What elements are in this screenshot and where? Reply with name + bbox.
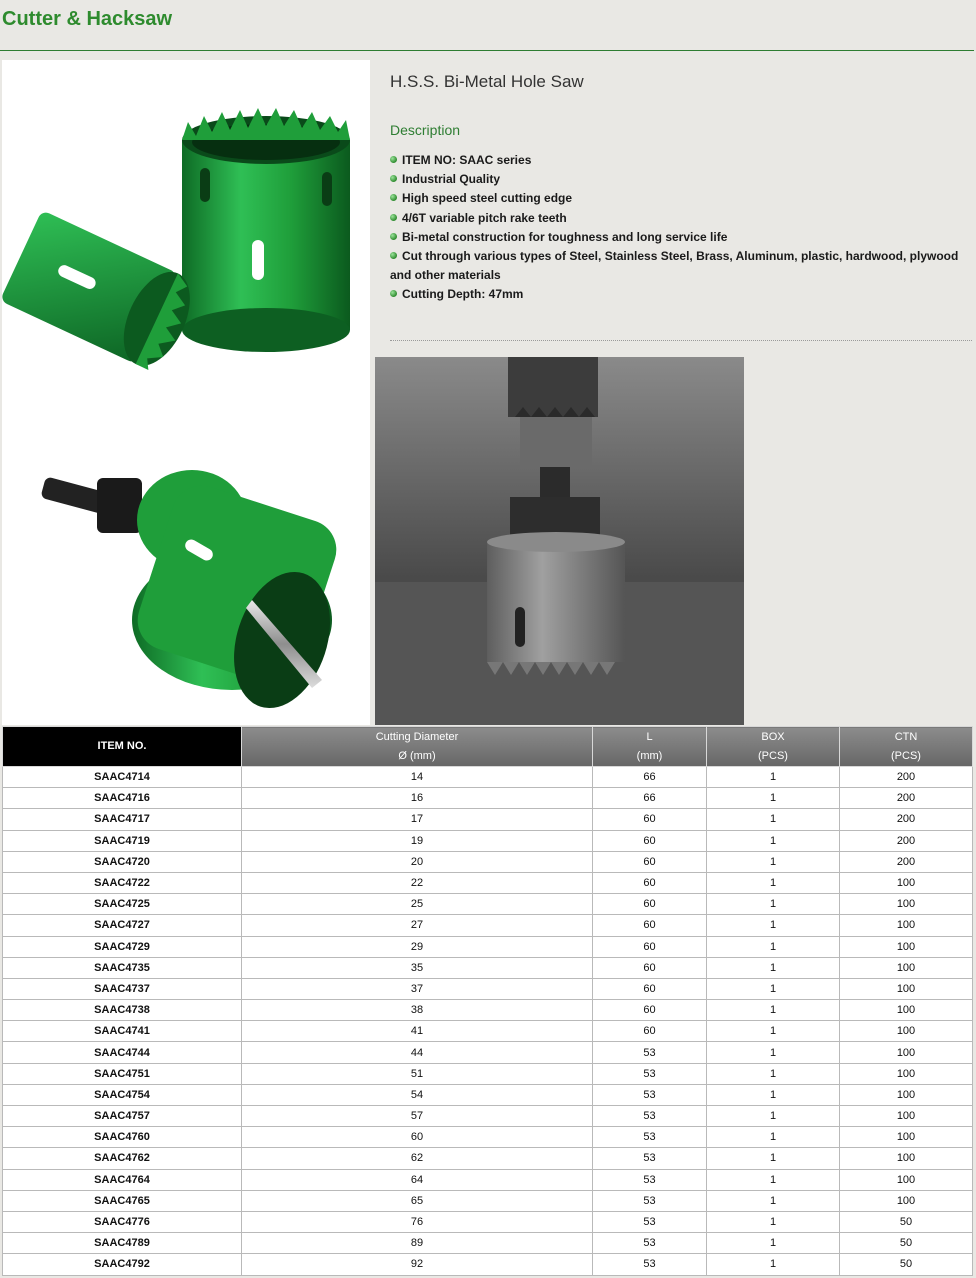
cell-box: 1 (707, 872, 840, 893)
cell-cutting-diameter: 16 (242, 788, 593, 809)
table-row (3, 788, 973, 809)
cell-length: 60 (593, 957, 707, 978)
cell-ctn: 100 (840, 1021, 973, 1042)
table-row (3, 1254, 973, 1275)
cell-ctn: 200 (840, 767, 973, 788)
cell-ctn: 100 (840, 978, 973, 999)
cell-ctn: 50 (840, 1233, 973, 1254)
page-header (0, 0, 976, 52)
cell-cutting-diameter: 17 (242, 809, 593, 830)
cell-ctn: 200 (840, 830, 973, 851)
feature-item: Bi-metal construction for toughness and long service life (390, 228, 972, 247)
cell-box: 1 (707, 1148, 840, 1169)
hole-saw-product-icon (2, 60, 370, 725)
cell-cutting-diameter: 37 (242, 978, 593, 999)
cell-box: 1 (707, 1106, 840, 1127)
table-row (3, 1084, 973, 1105)
cell-box: 1 (707, 1169, 840, 1190)
cell-item-no: SAAC4725 (3, 894, 242, 915)
cell-item-no: SAAC4760 (3, 1127, 242, 1148)
feature-list (390, 151, 972, 305)
info-divider (390, 340, 972, 341)
cell-length: 60 (593, 830, 707, 851)
cell-ctn: 100 (840, 1127, 973, 1148)
cell-item-no: SAAC4714 (3, 767, 242, 788)
column-header-length: L (mm) (593, 727, 707, 767)
cell-box: 1 (707, 978, 840, 999)
table-row (3, 1106, 973, 1127)
cell-length: 60 (593, 872, 707, 893)
cell-cutting-diameter: 89 (242, 1233, 593, 1254)
cell-length: 53 (593, 1190, 707, 1211)
cell-box: 1 (707, 936, 840, 957)
cell-item-no: SAAC4751 (3, 1063, 242, 1084)
cell-cutting-diameter: 57 (242, 1106, 593, 1127)
product-name: H.S.S. Bi-Metal Hole Saw (390, 72, 584, 91)
header-divider (0, 50, 974, 51)
cell-item-no: SAAC4757 (3, 1106, 242, 1127)
column-header-ctn: CTN (PCS) (840, 727, 973, 767)
green-bullet-icon (390, 214, 397, 221)
cell-length: 60 (593, 1021, 707, 1042)
table-row (3, 957, 973, 978)
cell-length: 60 (593, 894, 707, 915)
cell-length: 53 (593, 1211, 707, 1232)
cell-item-no: SAAC4744 (3, 1042, 242, 1063)
cell-length: 60 (593, 936, 707, 957)
cell-cutting-diameter: 38 (242, 1000, 593, 1021)
cell-cutting-diameter: 51 (242, 1063, 593, 1084)
green-bullet-icon (390, 233, 397, 240)
cell-item-no: SAAC4737 (3, 978, 242, 999)
cell-item-no: SAAC4727 (3, 915, 242, 936)
cell-cutting-diameter: 35 (242, 957, 593, 978)
cell-box: 1 (707, 851, 840, 872)
table-row (3, 1042, 973, 1063)
cell-box: 1 (707, 1233, 840, 1254)
table-row (3, 1233, 973, 1254)
cell-item-no: SAAC4762 (3, 1148, 242, 1169)
cell-length: 53 (593, 1233, 707, 1254)
cell-item-no: SAAC4764 (3, 1169, 242, 1190)
cell-length: 53 (593, 1127, 707, 1148)
cell-box: 1 (707, 957, 840, 978)
cell-box: 1 (707, 1021, 840, 1042)
cell-item-no: SAAC4789 (3, 1233, 242, 1254)
cell-cutting-diameter: 44 (242, 1042, 593, 1063)
feature-item: 4/6T variable pitch rake teeth (390, 209, 972, 228)
green-bullet-icon (390, 290, 397, 297)
cell-item-no: SAAC4738 (3, 1000, 242, 1021)
cell-length: 53 (593, 1106, 707, 1127)
cell-cutting-diameter: 54 (242, 1084, 593, 1105)
table-row (3, 767, 973, 788)
table-row (3, 1148, 973, 1169)
cell-item-no: SAAC4719 (3, 830, 242, 851)
column-header-item-no: ITEM NO. (3, 727, 242, 767)
cell-length: 60 (593, 809, 707, 830)
table-row (3, 1063, 973, 1084)
cell-length: 66 (593, 767, 707, 788)
cell-box: 1 (707, 788, 840, 809)
cell-cutting-diameter: 65 (242, 1190, 593, 1211)
table-row (3, 1211, 973, 1232)
cell-box: 1 (707, 1254, 840, 1275)
green-bullet-icon (390, 156, 397, 163)
cell-box: 1 (707, 1084, 840, 1105)
cell-length: 60 (593, 851, 707, 872)
cell-cutting-diameter: 19 (242, 830, 593, 851)
cell-cutting-diameter: 20 (242, 851, 593, 872)
cell-item-no: SAAC4722 (3, 872, 242, 893)
cell-cutting-diameter: 41 (242, 1021, 593, 1042)
cell-ctn: 100 (840, 894, 973, 915)
table-header-row (3, 727, 973, 767)
cell-item-no: SAAC4716 (3, 788, 242, 809)
cell-length: 53 (593, 1084, 707, 1105)
green-bullet-icon (390, 194, 397, 201)
cell-cutting-diameter: 29 (242, 936, 593, 957)
cell-length: 66 (593, 788, 707, 809)
cell-ctn: 200 (840, 809, 973, 830)
cell-cutting-diameter: 14 (242, 767, 593, 788)
cell-ctn: 100 (840, 1106, 973, 1127)
cell-cutting-diameter: 76 (242, 1211, 593, 1232)
cell-item-no: SAAC4792 (3, 1254, 242, 1275)
column-header-cutting-diameter: Cutting Diameter Ø (mm) (242, 727, 593, 767)
cell-item-no: SAAC4720 (3, 851, 242, 872)
cell-ctn: 100 (840, 1084, 973, 1105)
table-row (3, 809, 973, 830)
cell-box: 1 (707, 894, 840, 915)
cell-ctn: 100 (840, 1000, 973, 1021)
cell-ctn: 100 (840, 1063, 973, 1084)
cell-cutting-diameter: 22 (242, 872, 593, 893)
table-row (3, 894, 973, 915)
feature-item: Industrial Quality (390, 170, 972, 189)
cell-item-no: SAAC4741 (3, 1021, 242, 1042)
table-row (3, 1190, 973, 1211)
cell-box: 1 (707, 1127, 840, 1148)
cell-box: 1 (707, 830, 840, 851)
cell-ctn: 100 (840, 872, 973, 893)
cell-ctn: 100 (840, 915, 973, 936)
cell-ctn: 100 (840, 936, 973, 957)
cell-box: 1 (707, 1042, 840, 1063)
page-title: Cutter & Hacksaw (2, 8, 173, 30)
cell-item-no: SAAC4765 (3, 1190, 242, 1211)
cell-ctn: 200 (840, 788, 973, 809)
cell-length: 60 (593, 978, 707, 999)
cell-ctn: 50 (840, 1211, 973, 1232)
cell-item-no: SAAC4754 (3, 1084, 242, 1105)
cell-ctn: 100 (840, 1169, 973, 1190)
feature-item: Cut through various types of Steel, Stainless Steel, Brass, Aluminum, plastic, hardwood, plywood and other materials (390, 249, 959, 283)
cell-ctn: 100 (840, 1190, 973, 1211)
table-row (3, 872, 973, 893)
cell-cutting-diameter: 62 (242, 1148, 593, 1169)
cell-ctn: 100 (840, 957, 973, 978)
cell-box: 1 (707, 809, 840, 830)
table-row (3, 1021, 973, 1042)
cell-box: 1 (707, 915, 840, 936)
column-header-box: BOX (PCS) (707, 727, 840, 767)
cell-length: 53 (593, 1063, 707, 1084)
cell-ctn: 100 (840, 1148, 973, 1169)
cell-box: 1 (707, 767, 840, 788)
cell-cutting-diameter: 60 (242, 1127, 593, 1148)
cell-ctn: 50 (840, 1254, 973, 1275)
cell-box: 1 (707, 1190, 840, 1211)
cell-cutting-diameter: 64 (242, 1169, 593, 1190)
cell-length: 53 (593, 1169, 707, 1190)
cell-length: 53 (593, 1254, 707, 1275)
table-row (3, 851, 973, 872)
hole-saw-usage-icon (375, 357, 744, 725)
cell-box: 1 (707, 1000, 840, 1021)
cell-box: 1 (707, 1063, 840, 1084)
table-row (3, 915, 973, 936)
product-info (390, 60, 972, 342)
cell-item-no: SAAC4735 (3, 957, 242, 978)
green-bullet-icon (390, 175, 397, 182)
cell-cutting-diameter: 25 (242, 894, 593, 915)
cell-length: 53 (593, 1148, 707, 1169)
feature-item: ITEM NO: SAAC series (390, 151, 972, 170)
cell-length: 60 (593, 915, 707, 936)
cell-ctn: 200 (840, 851, 973, 872)
green-bullet-icon (390, 252, 397, 259)
cell-box: 1 (707, 1211, 840, 1232)
feature-item: High speed steel cutting edge (390, 189, 972, 208)
description-heading: Description (390, 122, 461, 138)
cell-ctn: 100 (840, 1042, 973, 1063)
spec-table (2, 726, 973, 1276)
table-row (3, 1127, 973, 1148)
product-photo (2, 60, 370, 725)
table-row (3, 830, 973, 851)
cell-item-no: SAAC4729 (3, 936, 242, 957)
table-row (3, 978, 973, 999)
cell-length: 53 (593, 1042, 707, 1063)
table-row (3, 1169, 973, 1190)
cell-cutting-diameter: 92 (242, 1254, 593, 1275)
table-row (3, 1000, 973, 1021)
usage-photo (375, 357, 744, 725)
cell-length: 60 (593, 1000, 707, 1021)
cell-item-no: SAAC4717 (3, 809, 242, 830)
cell-item-no: SAAC4776 (3, 1211, 242, 1232)
cell-cutting-diameter: 27 (242, 915, 593, 936)
feature-item: Cutting Depth: 47mm (390, 285, 972, 304)
table-row (3, 936, 973, 957)
